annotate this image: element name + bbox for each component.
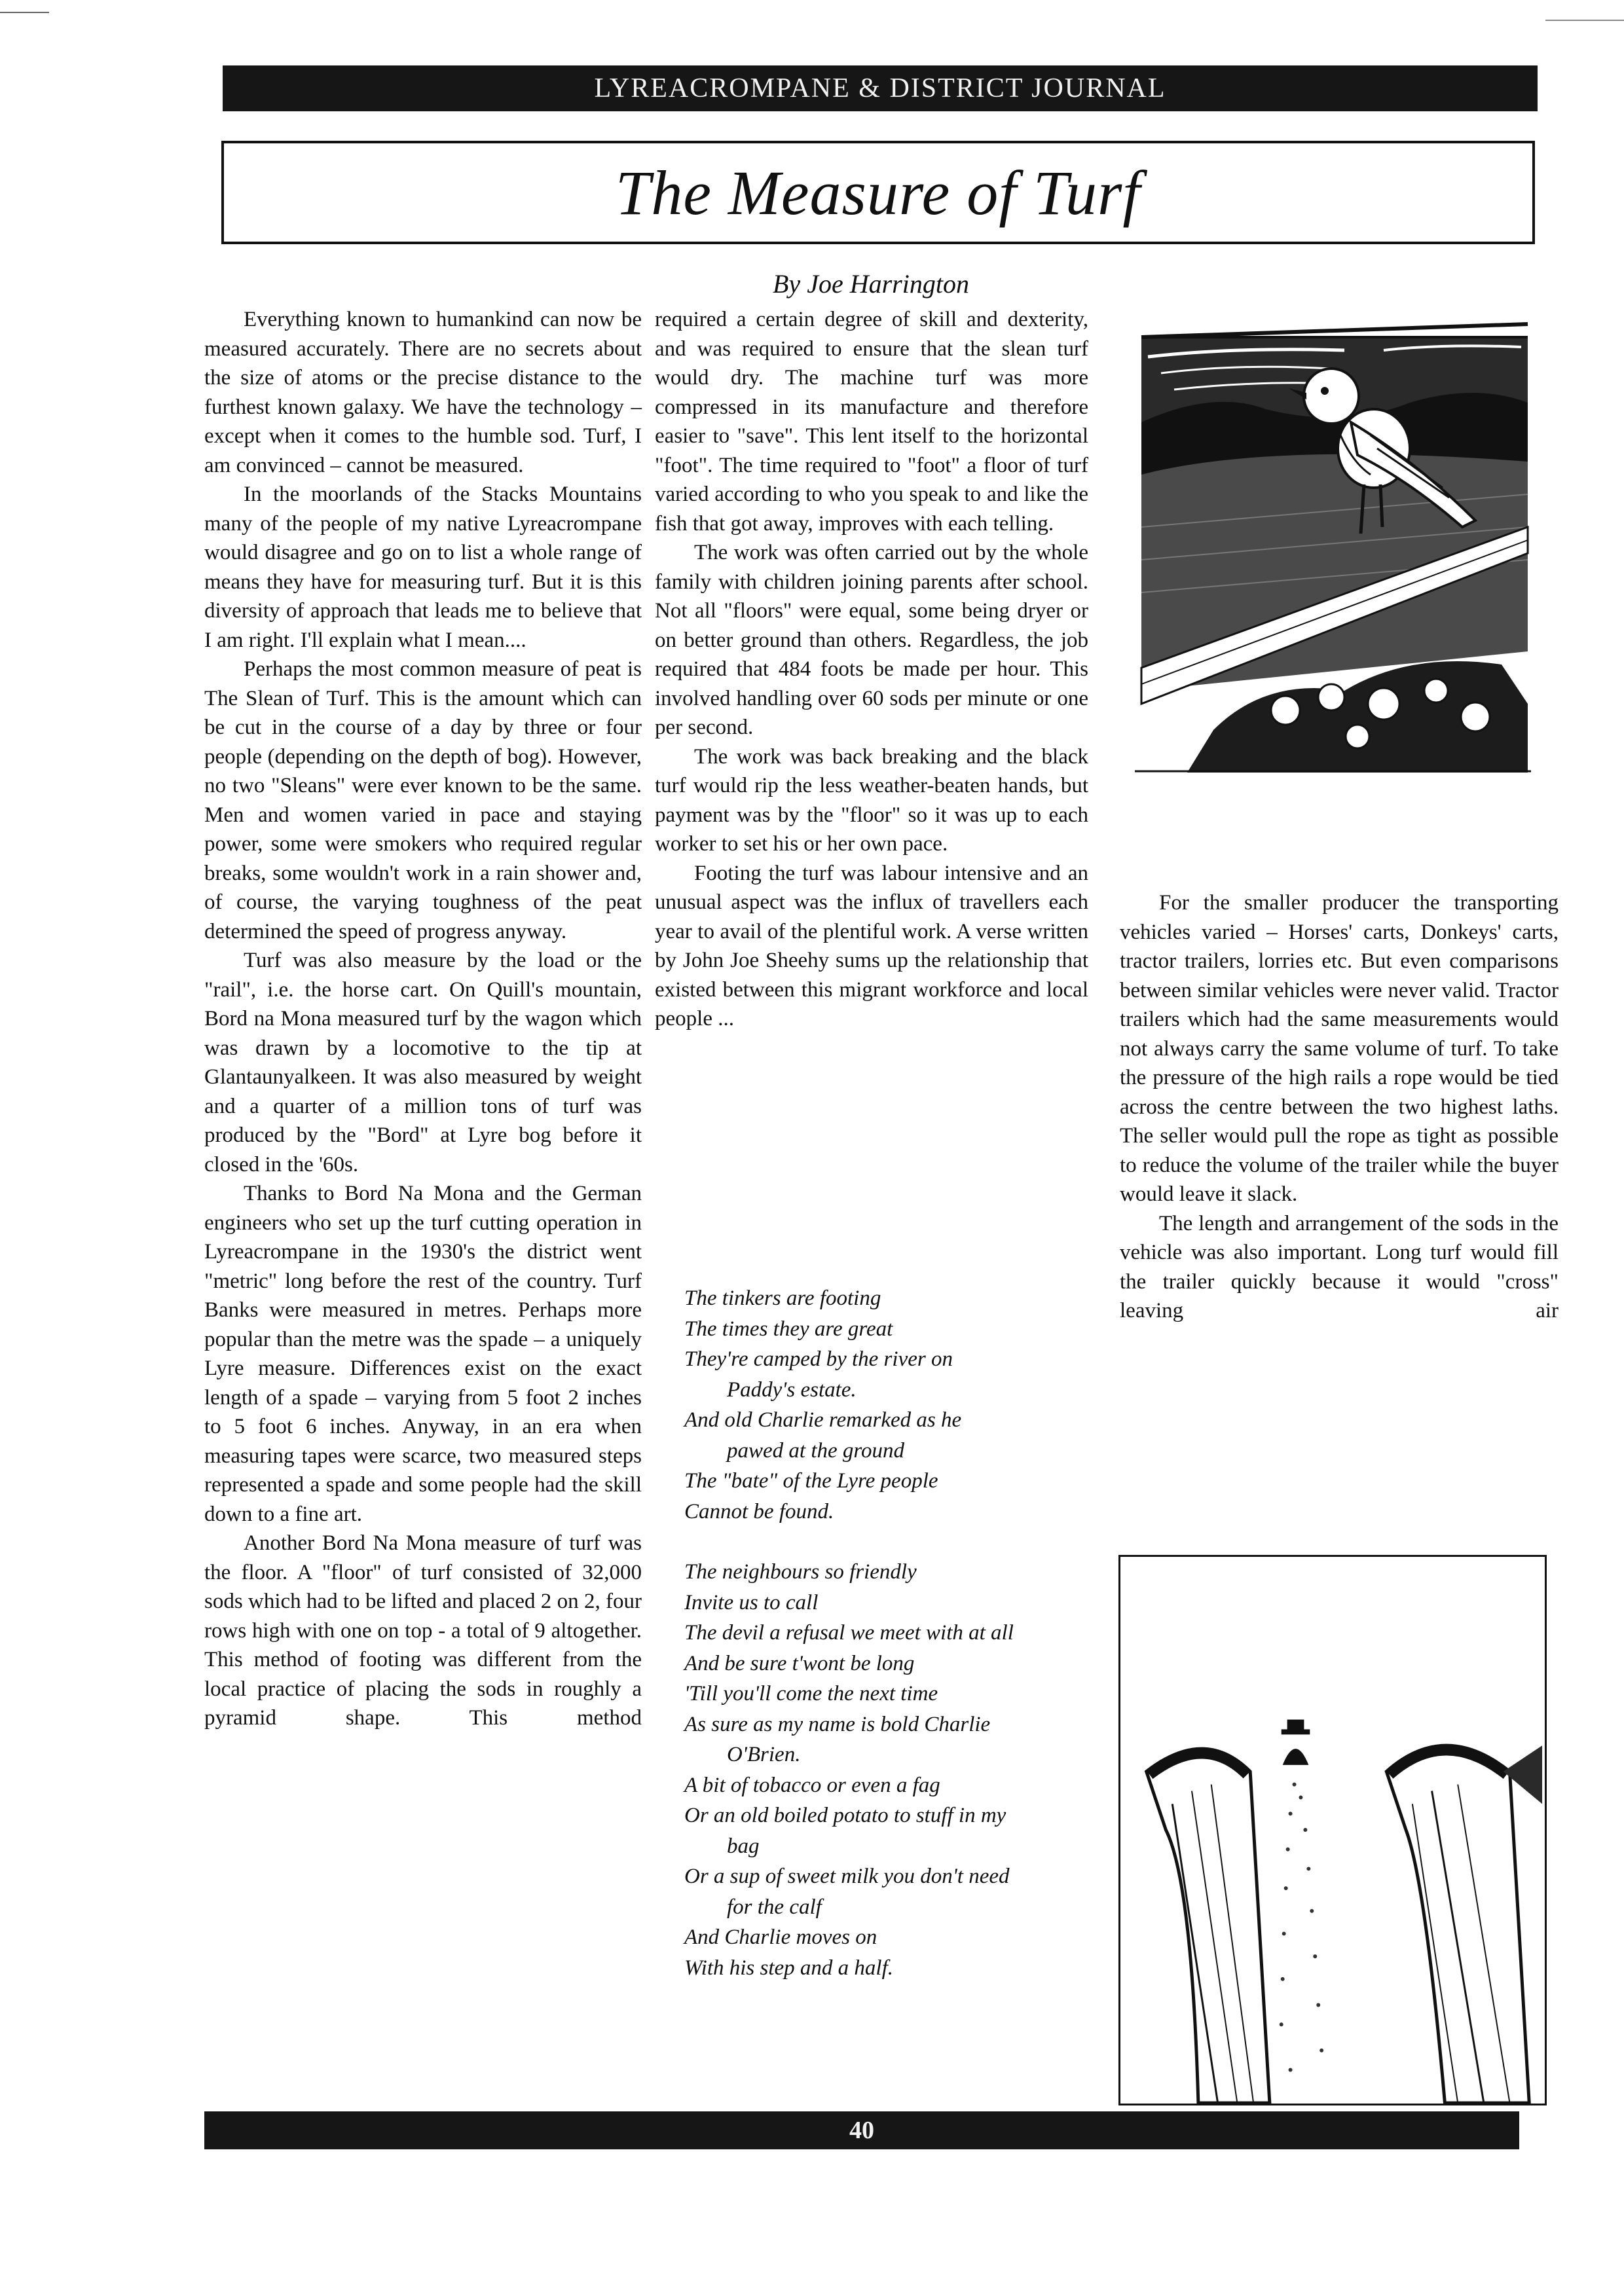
- paragraph: Everything known to humankind can now be measured accurately. There are no secrets about the size of atoms or the precise distance to the furthest known galaxy. We have the technology – except when it comes to the humble sod. Turf, I am convinced – cannot be measured.: [204, 308, 642, 477]
- paragraph: Turf was also measure by the load or the "rail", i.e. the horse cart. On Quill's mountain, Bord na Mona measured turf by the wagon which was drawn by a locomotive to the tip at Glantaunyalkeen. It was also measured by weight and a quarter of a million tons of turf was produced by the "Bord" at Lyre bog before it closed in the '60s.: [204, 949, 642, 1176]
- paragraph: required a certain degree of skill and dexterity, and was required to ensure that the slean turf would dry. The machine turf was more compressed in its manufacture and therefore easier to "save". This lent itself to the horizontal "foot". The time required to "foot" a floor of turf varied according to who you speak to and like the fish that got away, improves with each telling.: [655, 308, 1088, 536]
- poem-line: bag: [727, 1834, 760, 1858]
- paragraph: For the smaller producer the transporting vehicles varied – Horses' carts, Donkeys' carts, tractor trailers, lorries etc. But even comparisons between similar vehicles were never valid. Tractor trailers which had the same measurements would not always carry the same volume of turf. To take the pressure of the high rails a rope would be tied across the centre between the two highest laths. The seller would pull the rope as tight as possible to reduce the volume of the trailer while the buyer would leave it slack.: [1120, 891, 1559, 1206]
- paragraph: The work was back breaking and the black turf would rip the less weather-beaten hands, but payment was by the "floor" so it was up to each worker to set his or her own pace.: [655, 744, 1088, 856]
- paragraph: Perhaps the most common measure of peat is The Slean of Turf. This is the amount which can be cut in the course of a day by three or four people (depending on the depth of bog). However, no two "Sleans" were ever known to be the same. Men and women varied in pace and staying power, some were smokers who required regular breaks, some wouldn't work in a rain shower and, of course, the varying toughness of the peat determined the speed of progress anyway.: [204, 657, 642, 943]
- poem-line: Paddy's estate.: [727, 1377, 857, 1402]
- poem-line: O'Brien.: [727, 1743, 801, 1766]
- byline: By Joe Harrington: [773, 269, 969, 299]
- poem-line: And Charlie moves on: [684, 1925, 877, 1949]
- column-2: [655, 305, 1088, 1034]
- poem-line: The neighbours so friendly: [684, 1560, 917, 1584]
- journal-banner: [223, 65, 1538, 111]
- poem-line: Or an old boiled potato to stuff in my: [684, 1804, 1006, 1827]
- poem-line: And be sure t'wont be long: [684, 1651, 915, 1675]
- paragraph: In the moorlands of the Stacks Mountains many of the people of my native Lyreacrompane would disagree and go on to list a whole range of means they have for measuring turf. But it is this diversity of approach that leads me to believe that I am right. I'll explain what I mean....: [204, 483, 642, 652]
- poem-line: pawed at the ground: [727, 1438, 905, 1463]
- poem-line: And old Charlie remarked as he: [684, 1408, 962, 1432]
- paragraph: Thanks to Bord Na Mona and the German engineers who set up the turf cutting operation in Lyreacrompane in the 1930's the district went "metric" long before the rest of the country. Turf Banks were measured in metres. Perhaps more popular than the metre was the spade – a uniquely Lyre measure. Differences exist on the exact length of a spade – varying from 5 foot 2 inches to 5 foot 6 inches. Anyway, in an era when measuring tapes were scarce, two measured steps represented a spade and some people had the skill down to a fine art.: [204, 1182, 642, 1526]
- poem-line: A bit of tobacco or even a fag: [684, 1773, 940, 1797]
- paragraph: Footing the turf was labour intensive and an unusual aspect was the influx of travellers each year to avail of the plentiful work. A verse written by John Joe Sheehy sums up the relationship that existed between this migrant workforce and local people ...: [655, 861, 1088, 1030]
- poem-line: The tinkers are footing: [684, 1286, 881, 1310]
- poem-line: Cannot be found.: [684, 1499, 834, 1523]
- footer-bar: [204, 2111, 1519, 2149]
- poem-line: They're camped by the river on: [684, 1347, 953, 1371]
- journal-name: LYREACROMPANE & DISTRICT JOURNAL: [594, 73, 1166, 103]
- scan-edge-mark: [0, 12, 49, 13]
- article-title: The Measure of Turf: [615, 157, 1141, 228]
- paragraph: Another Bord Na Mona measure of turf was the floor. A "floor" of turf consisted of 32,000 sods which had to be lifted and placed 2 on 2, four rows high with one on top - a total of 9 altogether. This method of footing was different from the local practice of placing the sods in roughly a pyramid shape. This method: [204, 1531, 642, 1730]
- paragraph: The work was often carried out by the whole family with children joining parents after school. Not all "floors" were equal, some being dryer or on better ground than others. Regardless, the job required that 484 foots be made per hour. This involved handling over 60 sods per minute or one per second.: [655, 541, 1088, 739]
- poem-line: The times they are great: [684, 1317, 893, 1341]
- poem-line: The devil a refusal we meet with at all: [684, 1621, 1014, 1645]
- bog-road-illustration: [1118, 1555, 1547, 2105]
- poem-line: 'Till you'll come the next time: [684, 1682, 938, 1705]
- scan-edge-mark-right: [1545, 20, 1624, 21]
- title-box: [221, 141, 1535, 244]
- poem-line: for the calf: [727, 1895, 822, 1919]
- poem-line: As sure as my name is bold Charlie: [684, 1712, 991, 1736]
- bird-illustration: [1135, 311, 1531, 773]
- column-1: [204, 305, 642, 1733]
- paragraph: The length and arrangement of the sods in the vehicle was also important. Long turf would fill the trailer quickly because it would "cross" leaving air: [1120, 1211, 1559, 1322]
- poem-line: Or a sup of sweet milk you don't need: [684, 1865, 1010, 1888]
- poem: [684, 1283, 1103, 1983]
- column-3: [1120, 888, 1559, 1326]
- poem-line: Invite us to call: [684, 1590, 819, 1614]
- poem-line: With his step and a half.: [684, 1956, 894, 1980]
- poem-line: The "bate" of the Lyre people: [684, 1469, 938, 1493]
- page-number: 40: [849, 2117, 874, 2144]
- stanza-break: [684, 1527, 1103, 1557]
